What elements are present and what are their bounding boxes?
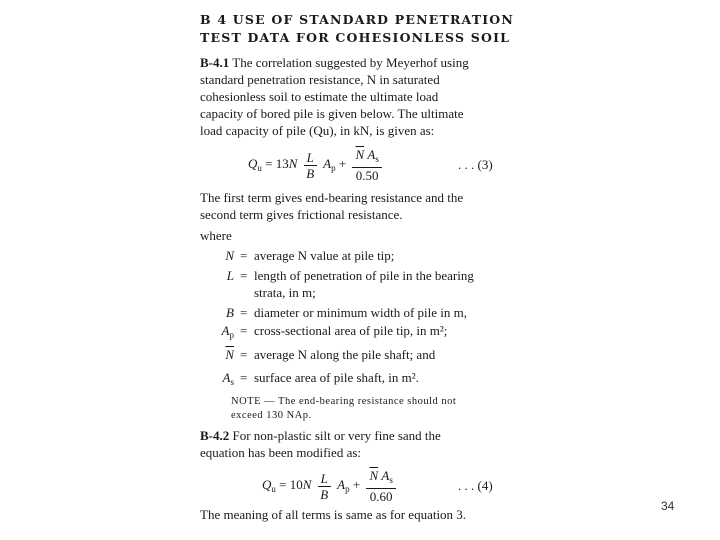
eq3-frac1-den: B [306, 165, 315, 181]
note-line-2: exceed 130 NAp. [231, 410, 312, 421]
def-symbol-sub: p [229, 330, 234, 340]
b41-line-3: cohesionless soil to estimate the ultimate load [200, 89, 439, 104]
def-symbol [210, 370, 234, 387]
eq3-frac2-a: A [367, 147, 376, 162]
def-equals: = [240, 305, 248, 320]
b42-paragraph [200, 427, 441, 461]
eq3-ap-sub: p [331, 162, 336, 173]
section-heading-line1: B 4 USE OF STANDARD PENETRATION [200, 12, 515, 27]
b41-line-4: capacity of bored pile is given below. The ultimate [200, 106, 464, 121]
eq4-ap-sub: p [345, 483, 350, 494]
def-symbol: B [226, 305, 234, 320]
def-symbol-sub: s [230, 377, 234, 387]
eq3-frac2-den: 0.50 [355, 168, 379, 183]
def-symbol [210, 323, 234, 340]
b42-line-1: For non-plastic silt or very fine sand the [232, 428, 441, 443]
terms-line-1: The first term gives end-bearing resistance and the [200, 190, 464, 205]
eq3-ap: A [323, 155, 332, 171]
def-symbol: N [225, 248, 234, 263]
def-text-cont: strata, in m; [254, 285, 316, 300]
b42-label: B-4.2 [200, 428, 230, 443]
eq4-coef: = 10 [279, 476, 303, 492]
def-text: surface area of pile shaft, in m². [254, 370, 419, 385]
equation-3 [248, 147, 385, 183]
def-equals: = [240, 268, 248, 283]
terms-paragraph [200, 189, 463, 223]
b41-line-5: load capacity of pile (Qu), in kN, is given as: [200, 123, 435, 138]
section-heading-line2: TEST DATA FOR COHESIONLESS SOIL [200, 30, 511, 45]
eq4-lhs-sub: u [271, 483, 276, 494]
eq4-frac2-a-sub: s [389, 475, 393, 485]
eq4-fraction-shaft [366, 468, 395, 504]
eq3-frac2-a-sub: s [375, 154, 379, 164]
eq4-ap: A [337, 476, 346, 492]
def-text: average N along the pile shaft; and [254, 347, 436, 362]
closing-line: The meaning of all terms is same as for equation 3. [200, 507, 467, 522]
terms-line-2: second term gives frictional resistance. [200, 207, 403, 222]
eq3-fraction-l-b [304, 150, 317, 181]
equation-3-number: . . . (3) [458, 157, 493, 172]
eq4-frac2-a: A [381, 468, 390, 483]
eq3-lhs-sub: u [257, 162, 262, 173]
def-equals: = [240, 323, 248, 338]
eq3-coef: = 13 [265, 155, 289, 171]
eq4-frac2-n: $\overline{N}$ [369, 468, 379, 483]
b41-label: B-4.1 [200, 55, 230, 70]
def-equals: = [240, 370, 248, 385]
eq3-n: N [288, 155, 298, 171]
eq3-frac2-n: $\overline{N}$ [355, 147, 365, 162]
def-symbol-main: A [222, 370, 231, 385]
eq4-fraction-l-b [318, 471, 331, 502]
equation-4-number: . . . (4) [458, 478, 493, 493]
eq4-frac1-den: B [320, 486, 329, 502]
def-text: length of penetration of pile in the bearing [254, 268, 474, 283]
page-number: 34 [661, 499, 675, 513]
eq4-lhs: Q [262, 476, 272, 492]
where-label: where [200, 228, 232, 243]
note-line-1: NOTE — The end-bearing resistance should not [231, 396, 457, 407]
eq3-fraction-shaft [352, 147, 381, 183]
def-text: average N value at pile tip; [254, 248, 395, 263]
b41-paragraph [200, 54, 469, 139]
def-text: diameter or minimum width of pile in m, [254, 305, 468, 320]
eq4-frac2-den: 0.60 [369, 489, 393, 504]
b42-line-2: equation has been modified as: [200, 445, 362, 460]
def-equals: = [240, 248, 248, 263]
def-symbol: $\overline{N}$ [225, 347, 234, 362]
eq3-frac1-num: L [304, 150, 317, 166]
def-text: cross-sectional area of pile tip, in m²; [254, 323, 448, 338]
b41-line-2: standard penetration resistance, N in saturated [200, 72, 440, 87]
eq4-plus: + [352, 476, 361, 492]
def-symbol: L [226, 268, 234, 283]
eq4-frac1-num: L [318, 471, 331, 487]
eq3-plus: + [338, 155, 347, 171]
def-symbol-main: A [221, 323, 230, 338]
b41-line-1: The correlation suggested by Meyerhof using [232, 55, 469, 70]
equation-4 [262, 468, 399, 504]
def-equals: = [240, 347, 248, 362]
eq4-n: N [302, 476, 312, 492]
eq3-lhs: Q [248, 155, 258, 171]
